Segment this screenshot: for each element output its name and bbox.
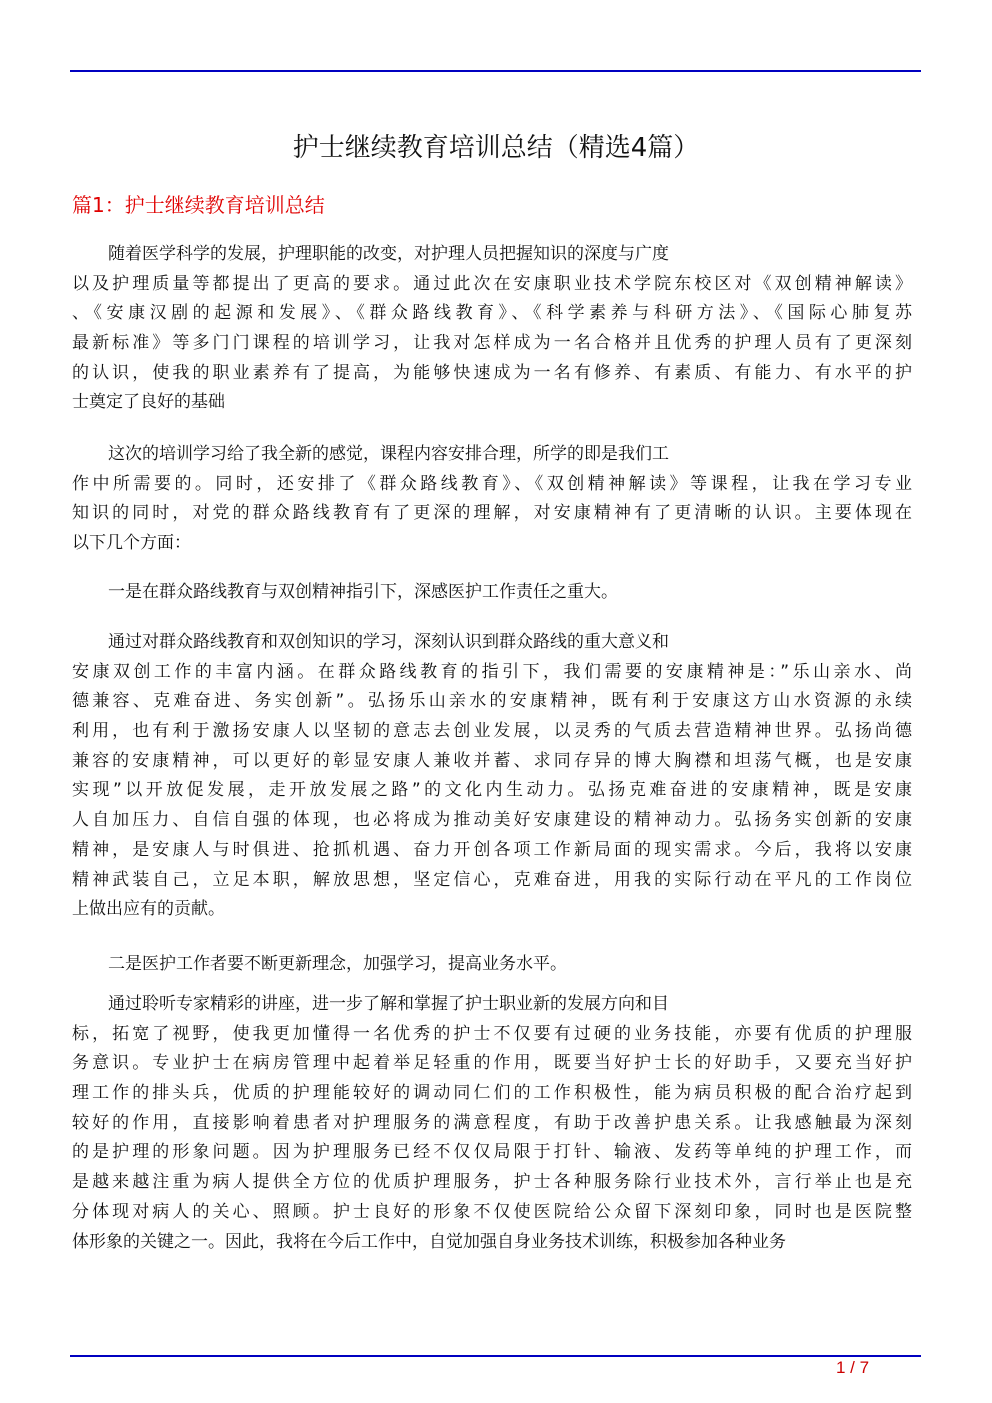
paragraph-line: 较好的作用，直接影响着患者对护理服务的满意程度，有助于改善护患关系。让我感触最为深刻 bbox=[72, 1112, 912, 1133]
paragraph-line: 的认识，使我的职业素养有了提高，为能够快速成为一名有修养、有素质、有能力、有水平的护 bbox=[72, 362, 912, 383]
paragraph-line: 德兼容、克难奋进、务实创新”。弘扬乐山亲水的安康精神，既有利于安康这方山水资源的永续 bbox=[72, 691, 912, 712]
paragraph-line: 以及护理质量等都提出了更高的要求。通过此次在安康职业技术学院东校区对《双创精神解读》 bbox=[72, 273, 912, 294]
paragraph-line: 随着医学科学的发展，护理职能的改变，对护理人员把握知识的深度与广度 bbox=[108, 244, 669, 264]
paragraph-line: 理工作的排头兵，优质的护理能较好的调动同仁们的工作积极性，能为病员积极的配合治疗起到 bbox=[72, 1083, 912, 1104]
paragraph-line: 二是医护工作者要不断更新理念，加强学习，提高业务水平。 bbox=[108, 954, 567, 974]
paragraph bbox=[72, 440, 912, 559]
paragraph bbox=[72, 990, 912, 1257]
paragraph-line: 人自加压力、自信自强的体现，也必将成为推动美好安康建设的精神动力。弘扬务实创新的安康 bbox=[72, 810, 912, 831]
paragraph-line: 务意识。专业护士在病房管理中起着举足轻重的作用，既要当好护士长的好助手，又要充当好护 bbox=[72, 1053, 912, 1074]
paragraph-line: 一是在群众路线教育与双创精神指引下，深感医护工作责任之重大。 bbox=[108, 582, 618, 602]
section-heading: 篇1：护士继续教育培训总结 bbox=[72, 193, 325, 217]
paragraph-line: 体形象的关键之一。因此，我将在今后工作中，自觉加强自身业务技术训练，积极参加各种业务 bbox=[72, 1231, 786, 1252]
paragraph-line: 实现”以开放促发展，走开放发展之路”的文化内生动力。弘扬克难奋进的安康精神，既是安康 bbox=[72, 780, 912, 801]
document-title: 护士继续教育培训总结（精选4篇） bbox=[292, 133, 700, 163]
paragraph bbox=[72, 628, 912, 925]
paragraph-line: 作中所需要的。同时，还安排了《群众路线教育》、《双创精神解读》等课程，让我在学习专业 bbox=[72, 473, 912, 494]
paragraph-line: 标，拓宽了视野，使我更加懂得一名优秀的护士不仅要有过硬的业务技能，亦要有优质的护理服 bbox=[72, 1023, 912, 1044]
paragraph bbox=[72, 578, 912, 608]
paragraph bbox=[72, 950, 912, 980]
paragraph-line: 最新标准》等多门门课程的培训学习，让我对怎样成为一名合格并且优秀的护理人员有了更深刻 bbox=[72, 333, 912, 354]
paragraph-line: 的是护理的形象问题。因为护理服务已经不仅仅局限于打针、输液、发药等单纯的护理工作，而 bbox=[72, 1142, 912, 1163]
paragraph-line: 精神，是安康人与时俱进、抢抓机遇、奋力开创各项工作新局面的现实需求。今后，我将以安康 bbox=[72, 839, 912, 860]
paragraph-line: 通过对群众路线教育和双创知识的学习，深刻认识到群众路线的重大意义和 bbox=[108, 632, 669, 652]
paragraph-line: 分体现对病人的关心、照顾。护士良好的形象不仅使医院给公众留下深刻印象，同时也是医院整 bbox=[72, 1201, 912, 1222]
paragraph-line: 这次的培训学习给了我全新的感觉，课程内容安排合理，所学的即是我们工 bbox=[108, 444, 669, 464]
footer-rule bbox=[70, 1355, 921, 1357]
paragraph-line: 、《安康汉剧的起源和发展》、《群众路线教育》、《科学素养与科研方法》、《国际心肺复苏 bbox=[72, 303, 912, 324]
paragraph-line: 上做出应有的贡献。 bbox=[72, 899, 225, 920]
paragraph-line: 兼容的安康精神，可以更好的彰显安康人兼收并蓄、求同存异的博大胸襟和坦荡气概，也是安康 bbox=[72, 750, 912, 771]
page-number: 1 / 7 bbox=[836, 1358, 870, 1377]
paragraph-line: 士奠定了良好的基础 bbox=[72, 392, 225, 413]
paragraph-line: 知识的同时，对党的群众路线教育有了更深的理解，对安康精神有了更清晰的认识。主要体现在 bbox=[72, 503, 912, 524]
header-rule bbox=[70, 70, 921, 72]
paragraph-line: 以下几个方面： bbox=[72, 533, 191, 554]
paragraph-line: 通过聆听专家精彩的讲座，进一步了解和掌握了护士职业新的发展方向和目 bbox=[108, 994, 669, 1014]
paragraph bbox=[72, 240, 912, 418]
paragraph-line: 精神武装自己，立足本职，解放思想，坚定信心，克难奋进，用我的实际行动在平凡的工作岗位 bbox=[72, 869, 912, 890]
paragraph-line: 是越来越注重为病人提供全方位的优质护理服务，护士各种服务除行业技术外，言行举止也是充 bbox=[72, 1172, 912, 1193]
paragraph-line: 安康双创工作的丰富内涵。在群众路线教育的指引下，我们需要的安康精神是：”乐山亲水、尚 bbox=[72, 661, 912, 682]
paragraph-line: 利用，也有利于激扬安康人以坚韧的意志去创业发展，以灵秀的气质去营造精神世界。弘扬尚德 bbox=[72, 721, 912, 742]
